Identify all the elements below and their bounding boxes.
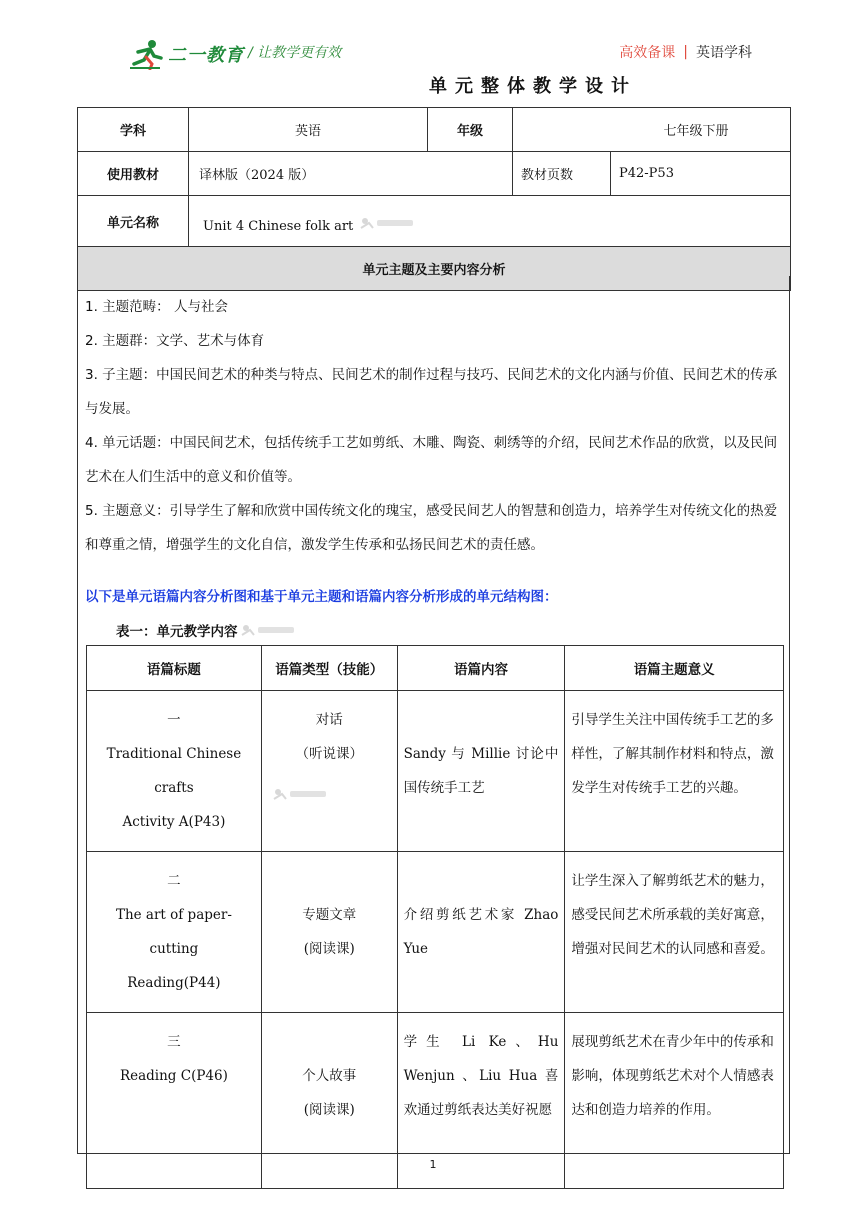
page-number: 1 (429, 1158, 437, 1171)
passage-content: 介绍剪纸艺术家 Zhao Yue (397, 852, 565, 1013)
passage-meaning: 让学生深入了解剪纸艺术的魅力，感受民间艺术所承载的美好寓意，增强对民间艺术的认同感和喜爱。 (565, 852, 784, 1013)
passage-meaning: 展现剪纸艺术在青少年中的传承和影响，体现剪纸艺术对个人情感表达和创造力培养的作用。 (565, 1013, 784, 1189)
analysis-item: 3. 子主题：中国民间艺术的种类与特点、民间艺术的制作过程与技巧、民间艺术的文化内涵与价值、民间艺术的传承与发展。 (85, 367, 778, 417)
textbook-value: 译林版（2024 版） (189, 152, 513, 196)
grade-label: 年级 (428, 108, 513, 152)
header-separator: | (683, 44, 688, 60)
passage-content: 学生 Li Ke、Hu Wenjun 、Liu Hua 喜欢通过剪纸表达美好祝愿 (397, 1013, 565, 1189)
header-tag-subject: 英语学科 (696, 45, 752, 61)
document-title: 单元整体教学设计 (429, 76, 637, 97)
header-tags (619, 42, 752, 62)
table-caption-row (116, 620, 298, 640)
unit-content-table (86, 645, 784, 1189)
analysis-item: 4. 单元话题：中国民间艺术，包括传统手工艺如剪纸、木雕、陶瓷、刺绣等的介绍，民间艺术作品的欣赏，以及民间艺术在人们生活中的意义和价值等。 (85, 435, 778, 485)
col-header-content: 语篇内容 (397, 646, 565, 691)
passage-type-cell (261, 691, 397, 852)
col-header-type: 语篇类型（技能） (261, 646, 397, 691)
col-header-title: 语篇标题 (87, 646, 262, 691)
passage-number: 一 (167, 712, 181, 728)
unit-name-cell (189, 196, 791, 247)
passage-type: 对话 (315, 712, 343, 728)
passage-title-cell (87, 691, 262, 852)
analysis-item: 2. 主题群：文学、艺术与体育 (85, 333, 265, 349)
header-slogan: / 让教学更有效 (248, 45, 342, 61)
analysis-text (85, 290, 785, 562)
passage-type-cell (261, 852, 397, 1013)
analysis-section-heading: 单元主题及主要内容分析 (78, 247, 791, 291)
table-row (87, 691, 784, 852)
passage-title-line: crafts (154, 780, 194, 796)
pages-value: P42-P53 (611, 152, 791, 196)
passage-skill: (阅读课) (303, 941, 355, 957)
unit-info-table (77, 107, 791, 291)
passage-number: 三 (167, 1034, 181, 1050)
watermark-logo-icon (240, 623, 298, 637)
passage-type: 专题文章 (302, 907, 357, 923)
passage-title-line: Traditional Chinese (106, 746, 242, 762)
header-tag-efficient: 高效备课 (619, 45, 676, 61)
unit-name-value: Unit 4 Chinese folk art (203, 218, 354, 234)
passage-skill: （听说课） (295, 746, 363, 762)
passage-title-cell (87, 852, 262, 1013)
grade-value: 七年级下册 (513, 108, 791, 152)
structure-note: 以下是单元语篇内容分析图和基于单元主题和语篇内容分析形成的单元结构图： (85, 589, 558, 605)
table-caption: 表一：单元教学内容 (116, 624, 238, 640)
passage-title-line: The art of paper-cutting (115, 907, 232, 957)
passage-source: Activity A(P43) (122, 814, 226, 830)
unit-name-label: 单元名称 (78, 196, 189, 247)
passage-source: Reading(P44) (127, 975, 221, 991)
passage-type: 个人故事 (302, 1068, 357, 1084)
table-row (87, 852, 784, 1013)
passage-source: Reading C(P46) (119, 1068, 228, 1084)
logo-text: 二一教育 (168, 45, 244, 66)
runner-logo-icon (128, 38, 166, 70)
analysis-item: 1. 主题范畴： 人与社会 (85, 299, 228, 315)
col-header-meaning: 语篇主题意义 (565, 646, 784, 691)
passage-content: Sandy 与 Millie 讨论中国传统手工艺 (397, 691, 565, 852)
passage-skill: (阅读课) (303, 1102, 355, 1118)
subject-value: 英语 (189, 108, 428, 152)
brand-logo (128, 38, 244, 70)
subject-label: 学科 (78, 108, 189, 152)
passage-meaning: 引导学生关注中国传统手工艺的多样性，了解其制作材料和特点，激发学生对传统手工艺的兴趣。 (565, 691, 784, 852)
watermark-logo-icon (272, 787, 330, 801)
textbook-label: 使用教材 (78, 152, 189, 196)
pages-label: 教材页数 (513, 152, 611, 196)
passage-number: 二 (167, 873, 181, 889)
analysis-item: 5. 主题意义：引导学生了解和欣赏中国传统文化的瑰宝，感受民间艺人的智慧和创造力，培养学生对传统文化的热爱和尊重之情，增强学生的文化自信，激发学生传承和弘扬民间艺术的责任感。 (85, 503, 778, 553)
watermark-logo-icon (359, 216, 417, 230)
